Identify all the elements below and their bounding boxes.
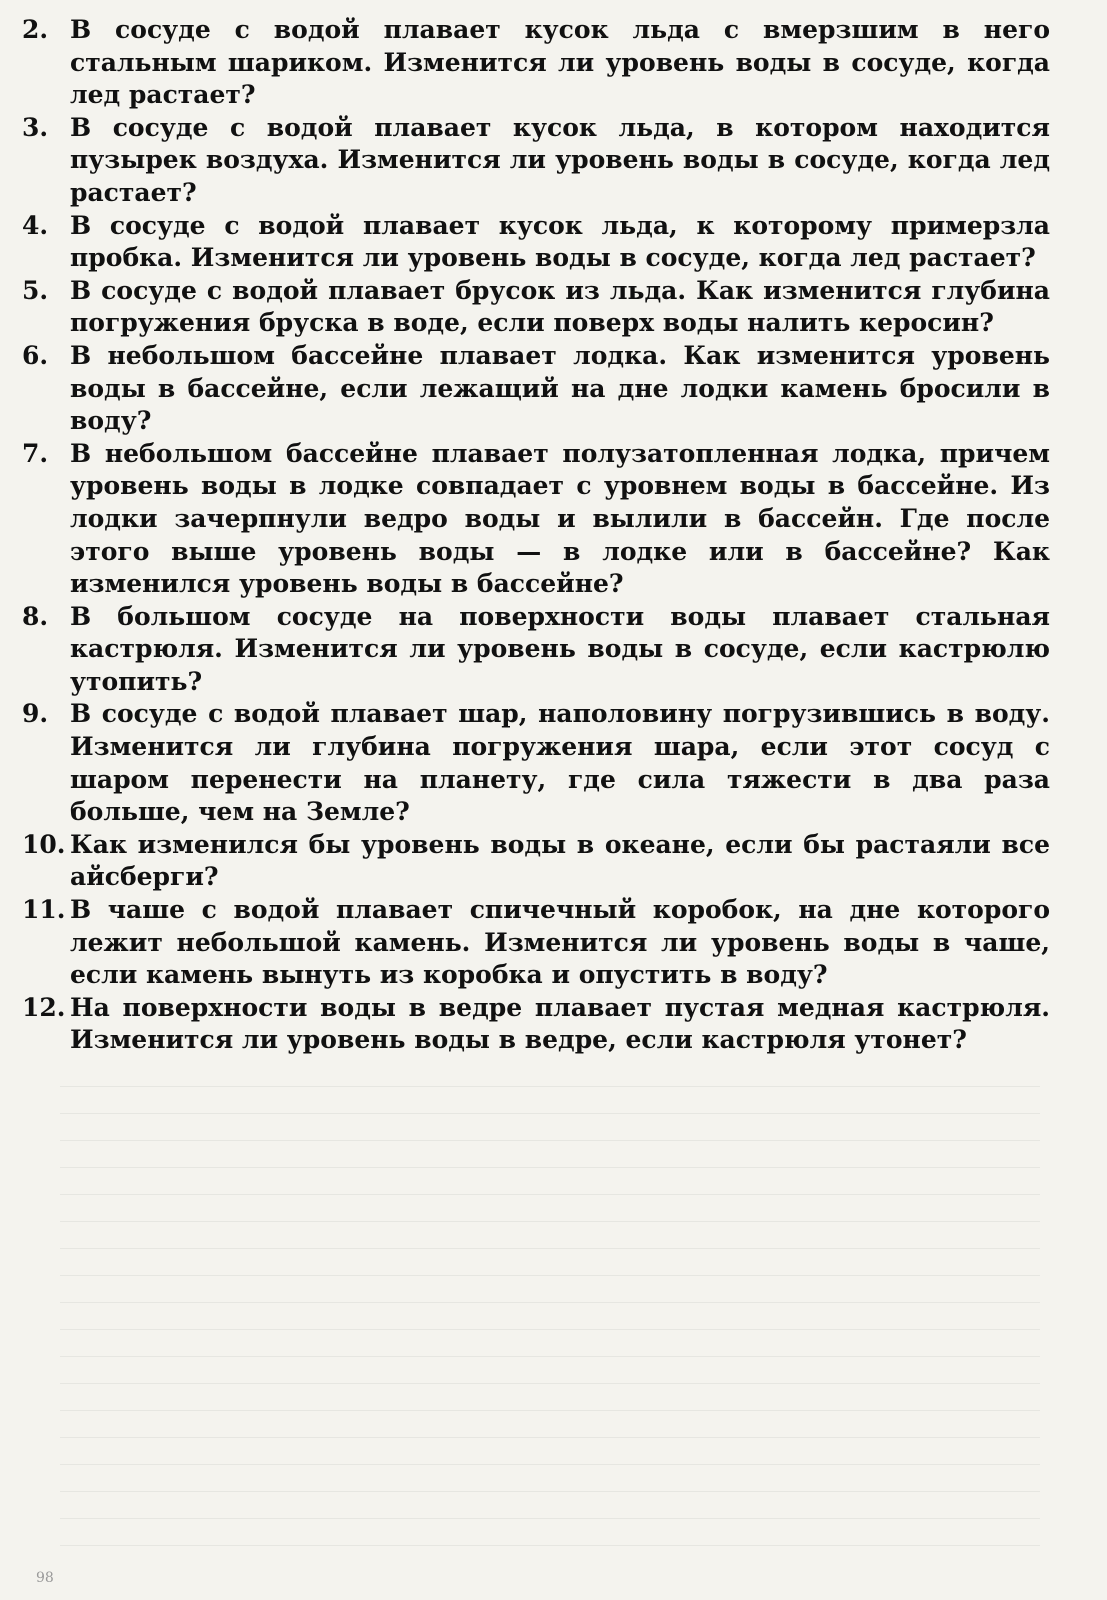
problem-list [22,14,1050,1057]
problem-item [22,698,1050,828]
problem-item [22,275,1050,340]
problem-text: В сосуде с водой плавает кусок льда, в котором находится пузырек воздуха. Изменится ли уровень воды в сосуде, когда лед растает? [70,112,1050,207]
problem-text: В сосуде с водой плавает кусок льда, к которому примерзла пробка. Изменится ли уровень воды в сосуде, когда лед растает? [70,210,1050,273]
problem-text: В большом сосуде на поверхности воды плавает стальная кастрюля. Изменится ли уровень воды в сосуде, если кастрюлю утопить? [70,601,1050,696]
problem-number: 3. [22,112,49,142]
problem-text: В сосуде с водой плавает брусок из льда. Как изменится глубина погружения бруска в воде, если поверх воды налить керосин? [70,275,1050,338]
page-number: 98 [36,1570,54,1586]
problem-item [22,112,1050,210]
problem-text: В небольшом бассейне плавает полузатопленная лодка, причем уровень воды в лодке совпадает с уровнем воды в бассейне. Из лодки зачерпнули ведро воды и вылили в бассейн. Где после этого выше уровень воды — в лодке или в бассейне? Как изменился уровень воды в бассейне? [70,438,1050,599]
problem-text: Как изменился бы уровень воды в океане, если бы растаяли все айсберги? [70,829,1050,892]
problem-item [22,340,1050,438]
problem-number: 6. [22,340,49,370]
problem-number: 7. [22,438,49,468]
problem-number: 11. [22,895,66,925]
problem-number: 2. [22,15,49,44]
problem-item [22,210,1050,275]
problem-item [22,601,1050,699]
problem-text: В сосуде с водой плавает кусок льда с вмерзшим в него стальным шариком. Изменится ли уровень воды в сосуде, когда лед растает? [70,15,1050,110]
problem-number: 5. [22,275,49,305]
problem-number: 4. [22,210,49,240]
problem-item [22,992,1050,1057]
problem-item [22,438,1050,601]
problem-number: 9. [22,699,49,729]
problem-item [22,829,1050,894]
problem-number: 12. [22,992,66,1022]
problem-item [22,14,1050,112]
problem-number: 8. [22,601,49,631]
problem-text: На поверхности воды в ведре плавает пустая медная кастрюля. Изменится ли уровень воды в ведре, если кастрюля утонет? [70,992,1050,1055]
problem-text: В чаше с водой плавает спичечный коробок, на дне которого лежит небольшой камень. Изменится ли уровень воды в чаше, если камень вынуть из коробка и опустить в воду? [70,895,1050,990]
reverse-side-bleed-through [60,1060,1040,1560]
problem-number: 10. [22,829,66,859]
problem-text: В небольшом бассейне плавает лодка. Как изменится уровень воды в бассейне, если лежащий на дне лодки камень бросили в воду? [70,340,1050,436]
problem-item [22,894,1050,992]
problem-text: В сосуде с водой плавает шар, наполовину погрузившись в воду. Изменится ли глубина погружения шара, если этот сосуд с шаром перенести на планету, где сила тяжести в два раза больше, чем на Земле? [70,699,1050,827]
